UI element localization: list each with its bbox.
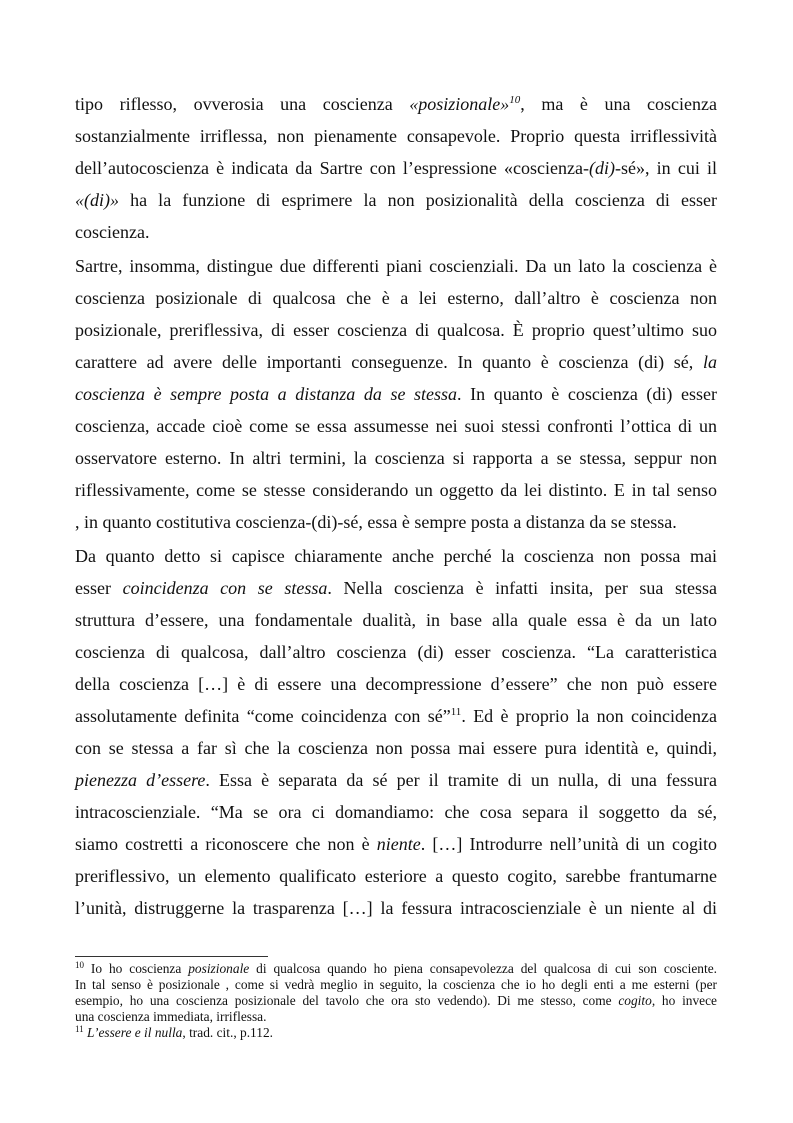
text-line: coscienza posizionale di qualcosa che è a lei esterno, dall’altro è coscienza non — [75, 288, 717, 308]
text-line: pienezza d’essere. Essa è separata da sé per il tramite di un nulla, di una fessura — [75, 770, 717, 790]
text-line: coscienza. — [75, 222, 150, 242]
footnote-line: In tal senso è posizionale , come si vedrà meglio in seguito, la coscienza che io ho degli enti a me esterni (per — [75, 977, 717, 992]
footnote-10: $^{10}$ Io ho coscienza posizionale di qualcosa quando ho piena consapevolezza del qualcosa di cui son cosciente. — [75, 960, 717, 976]
text-line: Da quanto detto si capisce chiaramente anche perché la coscienza non possa mai — [75, 546, 717, 566]
text-line: riflessivamente, come se stesse considerando un oggetto da lei distinto. E in tal senso — [75, 480, 717, 500]
text-line: tipo riflesso, ovverosia una coscienza «posizionale»$^{10}$, ma è una coscienza — [75, 94, 718, 114]
footnote-ref-11[interactable]: 11 — [450, 706, 462, 718]
text-line: coscienza di qualcosa, dall’altro coscienza (di) esser coscienza. “La caratteristica — [75, 642, 717, 662]
footnote-ref-10[interactable]: 10 — [509, 94, 521, 106]
text-line: l’unità, distruggerne la trasparenza […] la fessura intracoscienziale è un niente al di — [75, 898, 717, 918]
text-line: posizionale, preriflessiva, di esser coscienza di qualcosa. È proprio quest’ultimo suo — [75, 320, 717, 340]
text-line: coscienza è sempre posta a distanza da se stessa. In quanto è coscienza (di) esser — [75, 384, 717, 404]
text-line: Sartre, insomma, distingue due differenti piani coscienziali. Da un lato la coscienza è — [75, 256, 717, 276]
footnote-line: esempio, ho una coscienza posizionale del tavolo che ora sto vedendo). Di me stesso, come cogito, ho invece — [75, 993, 718, 1008]
text-line: struttura d’essere, una fondamentale dualità, in base alla quale essa è da un lato — [75, 610, 717, 630]
text-line: , in quanto costitutiva coscienza-(di)-sé, essa è sempre posta a distanza da se stessa. — [75, 512, 677, 532]
text-line: intracoscienziale. “Ma se ora ci domandiamo: che cosa separa il soggetto da sé, — [75, 802, 717, 822]
text-line: dell’autocoscienza è indicata da Sartre con l’espressione «coscienza-(di)-sé», in cui il — [75, 158, 718, 178]
footnote-line: una coscienza immediata, irriflessa. — [75, 1009, 267, 1024]
text-line: carattere ad avere delle importanti conseguenze. In quanto è coscienza (di) sé, la — [75, 352, 717, 372]
text-line: esser coincidenza con se stessa. Nella coscienza è infatti insita, per sua stessa — [75, 578, 718, 598]
text-line: «(di)» ha la funzione di esprimere la non posizionalità della coscienza di esser — [75, 190, 717, 210]
text-line: coscienza, accade cioè come se essa assumesse nei suoi stessi confronti l’ottica di un — [75, 416, 717, 436]
text-line: con se stessa a far sì che la coscienza non possa mai essere pura identità e, quindi, — [75, 738, 717, 758]
text-line: siamo costretti a riconoscere che non è niente. […] Introdurre nell’unità di un cogito — [75, 834, 717, 854]
footnote-separator — [75, 956, 268, 957]
text-line: osservatore esterno. In altri termini, la coscienza si rapporta a se stessa, seppur non — [75, 448, 717, 468]
text-line: preriflessivo, un elemento qualificato esteriore a questo cogito, sarebbe frantumarne — [75, 866, 717, 886]
text-line: sostanzialmente irriflessa, non pienamente consapevole. Proprio questa irriflessività — [75, 126, 717, 146]
footnote-11: $^{11}$ L’essere e il nulla, trad. cit., p.112. — [75, 1024, 273, 1040]
text-line: della coscienza […] è di essere una decompressione d’essere” che non può essere — [75, 674, 717, 694]
text-line: assolutamente definita “come coincidenza con sé”$^{11}$. Ed è proprio la non coincidenza — [75, 706, 717, 726]
